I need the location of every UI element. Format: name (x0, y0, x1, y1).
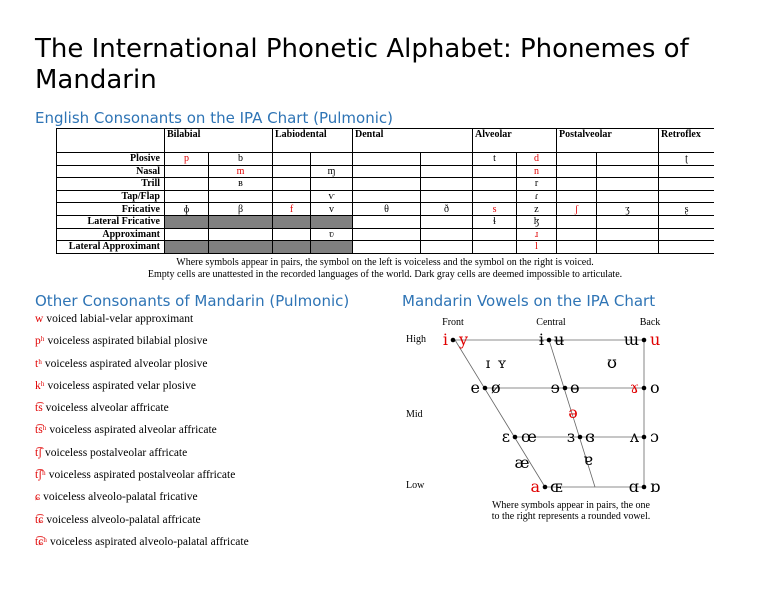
vowel-barred-i: ɨ (538, 330, 544, 349)
consonant-cell: ð (421, 203, 473, 216)
consonant-cell (659, 215, 714, 228)
vowel-dot (642, 338, 647, 343)
consonant-symbol: t͡sʰ (35, 424, 47, 437)
consonant-cell (597, 228, 659, 241)
consonant-cell (421, 178, 473, 191)
table-row (57, 228, 715, 241)
table-caption-line2: Empty cells are unattested in the recorded languages of the world. Dark gray cells are deemed impossible to articulate. (147, 269, 623, 280)
list-item (35, 401, 249, 423)
consonant-cell (209, 228, 273, 241)
height-label-high: High (406, 334, 426, 345)
list-item (35, 490, 249, 512)
consonant-cell (353, 241, 421, 254)
height-label-mid: Mid (406, 409, 423, 420)
table-corner (57, 129, 165, 153)
list-item (35, 379, 249, 401)
table-row (57, 215, 715, 228)
vowel-dot (642, 485, 647, 490)
consonant-cell (659, 190, 714, 203)
vowel-ash: æ (514, 453, 530, 472)
column-header: Alveolar (473, 129, 557, 153)
vowel-turned-v: ʌ (629, 427, 639, 446)
vowel-script-a: ɑ (628, 477, 639, 496)
consonant-cell (597, 153, 659, 166)
consonant-cell: β (209, 203, 273, 216)
consonant-symbol: t͡s (35, 402, 43, 415)
column-header: Dental (353, 129, 473, 153)
vowel-dot (642, 435, 647, 440)
row-header: Fricative (57, 203, 165, 216)
consonant-cell (273, 241, 311, 254)
consonant-cell (165, 241, 209, 254)
consonant-cell (209, 241, 273, 254)
vowel-dot (543, 485, 548, 490)
consonant-cell (273, 190, 311, 203)
consonant-cell (353, 153, 421, 166)
consonant-cell (557, 178, 597, 191)
vowel-dot (642, 386, 647, 391)
consonant-cell (165, 165, 209, 178)
consonant-cell (273, 165, 311, 178)
row-header: Trill (57, 178, 165, 191)
table-row (57, 153, 715, 166)
consonant-cell (421, 190, 473, 203)
other-consonants-list (35, 312, 249, 557)
consonant-cell (353, 178, 421, 191)
consonant-cell: ɬ (473, 215, 517, 228)
consonant-cell (597, 165, 659, 178)
consonant-cell: p (165, 153, 209, 166)
consonant-cell (557, 153, 597, 166)
table-row (57, 241, 715, 254)
vowel-small-cap-oe: ɶ (550, 477, 563, 496)
consonant-symbol: kʰ (35, 379, 45, 392)
vowel-open-o: ɔ (650, 427, 659, 446)
consonant-cell: d (517, 153, 557, 166)
vowel-barred-o: ɵ (570, 378, 580, 397)
consonant-cell: b (209, 153, 273, 166)
consonant-cell (557, 165, 597, 178)
column-label-back: Back (639, 317, 661, 328)
other-consonants-heading: Other Consonants of Mandarin (Pulmonic) (35, 292, 350, 310)
vowel-o-slash: ø (491, 378, 501, 397)
vowel-oe: œ (521, 427, 537, 446)
consonant-cell: m (209, 165, 273, 178)
column-label-front: Front (442, 317, 464, 328)
list-item (35, 535, 249, 557)
consonant-cell: v (311, 203, 353, 216)
consonant-table-wrapper (56, 128, 714, 254)
consonant-symbol: t͡ʃ (35, 446, 43, 459)
consonant-cell (273, 153, 311, 166)
row-header: Lateral Approximant (57, 241, 165, 254)
column-header: Bilabial (165, 129, 273, 153)
consonant-cell (557, 241, 597, 254)
vowel-e: e (470, 378, 480, 397)
vowel-a: a (530, 477, 540, 496)
consonant-cell (473, 178, 517, 191)
consonant-cell: s (473, 203, 517, 216)
vowel-dot (547, 338, 552, 343)
vowel-u: u (650, 330, 661, 349)
vowel-dot (483, 386, 488, 391)
vowel-chart (398, 310, 678, 540)
vowel-epsilon: ɛ (501, 427, 510, 446)
consonant-table (56, 128, 714, 254)
consonant-symbol: t͡ʃʰ (35, 469, 46, 482)
consonant-cell (597, 241, 659, 254)
consonant-description: voiced labial-velar approximant (46, 313, 194, 325)
consonant-cell (165, 228, 209, 241)
vowel-dot (513, 435, 518, 440)
vowel-dot (578, 435, 583, 440)
consonant-cell: ɹ (517, 228, 557, 241)
consonant-cell: n (517, 165, 557, 178)
vowel-caption-line1: Where symbols appear in pairs, the one (491, 500, 651, 511)
consonant-cell: f (273, 203, 311, 216)
consonant-description: voiceless aspirated alveolar plosive (44, 357, 208, 370)
vowel-small-cap-i: ɪ (485, 356, 491, 372)
consonant-symbol: t͡ɕ (35, 513, 44, 526)
vowel-small-cap-y: ʏ (497, 356, 507, 372)
column-header: Postalveolar (557, 129, 659, 153)
consonant-cell (353, 228, 421, 241)
consonant-cell: ʒ (597, 203, 659, 216)
consonant-cell (659, 165, 714, 178)
consonant-cell (557, 190, 597, 203)
table-row (57, 165, 715, 178)
consonant-symbol: pʰ (35, 335, 45, 348)
vowel-turned-script-a: ɒ (650, 477, 661, 496)
consonant-cell: l (517, 241, 557, 254)
consonant-description: voiceless alveolar affricate (45, 402, 169, 415)
consonant-description: voiceless aspirated alveolo-palatal affricate (50, 535, 249, 548)
consonant-cell: ɸ (165, 203, 209, 216)
column-label-central: Central (536, 317, 566, 328)
vowel-reversed-epsilon: ɜ (566, 427, 575, 446)
list-item (35, 357, 249, 379)
consonant-cell: ʈ (659, 153, 714, 166)
table-row (57, 203, 715, 216)
row-header: Tap/Flap (57, 190, 165, 203)
vowel-dot (451, 338, 456, 343)
consonant-description: voiceless aspirated bilabial plosive (47, 335, 208, 348)
consonant-cell (473, 165, 517, 178)
consonant-cell (421, 228, 473, 241)
consonant-cell (353, 215, 421, 228)
vowel-closed-reversed-epsilon: ɞ (585, 427, 595, 446)
consonant-cell (353, 165, 421, 178)
list-item (35, 423, 249, 445)
vowel-schwa: ə (568, 403, 578, 422)
vowel-i: i (442, 330, 448, 349)
consonant-cell: ɮ (517, 215, 557, 228)
list-item (35, 468, 249, 490)
consonant-cell (421, 215, 473, 228)
consonant-cell (421, 153, 473, 166)
consonant-cell: ʋ (311, 228, 353, 241)
vowel-y: y (459, 330, 469, 349)
consonant-cell (311, 215, 353, 228)
table-caption-line1: Where symbols appear in pairs, the symbol on the left is voiceless and the symbol on the right is voiced. (176, 257, 594, 268)
row-header: Plosive (57, 153, 165, 166)
consonant-cell (273, 178, 311, 191)
consonant-cell (659, 241, 714, 254)
list-item (35, 334, 249, 356)
consonant-description: voiceless postalveolar affricate (45, 446, 188, 459)
consonant-symbol: ɕ (35, 491, 41, 504)
table-row (57, 178, 715, 191)
consonant-cell: r (517, 178, 557, 191)
consonants-heading: English Consonants on the IPA Chart (Pulmonic) (35, 109, 393, 127)
consonant-cell (353, 190, 421, 203)
vowel-barred-u: ʉ (554, 330, 565, 349)
consonant-cell (421, 165, 473, 178)
consonant-cell (473, 228, 517, 241)
column-header: Labiodental (273, 129, 353, 153)
vowel-dot (563, 386, 568, 391)
list-item (35, 446, 249, 468)
consonant-cell (659, 178, 714, 191)
consonant-cell (209, 215, 273, 228)
list-item (35, 312, 249, 334)
vowel-turned-a: ɐ (583, 450, 593, 469)
list-item (35, 513, 249, 535)
consonant-cell (659, 228, 714, 241)
consonant-cell: z (517, 203, 557, 216)
consonant-cell (421, 241, 473, 254)
page-title: The International Phonetic Alphabet: Phonemes of Mandarin (35, 34, 689, 95)
consonant-cell (311, 153, 353, 166)
column-header: Retroflex (659, 129, 714, 153)
consonant-cell (597, 190, 659, 203)
consonant-cell (557, 228, 597, 241)
consonant-cell (311, 178, 353, 191)
consonant-cell (597, 215, 659, 228)
consonant-description: voiceless aspirated postalveolar affricate (48, 469, 236, 482)
vowel-caption-line2: to the right represents a rounded vowel. (491, 511, 651, 522)
consonant-description: voiceless aspirated velar plosive (47, 379, 196, 392)
consonant-cell (273, 215, 311, 228)
vowel-ram-horn: ɤ (629, 378, 639, 397)
consonant-cell: ɱ (311, 165, 353, 178)
consonant-cell: ⱱ (311, 190, 353, 203)
consonant-symbol: tʰ (35, 357, 42, 370)
consonant-cell (165, 178, 209, 191)
consonant-cell (473, 241, 517, 254)
consonant-symbol: w (35, 313, 44, 325)
row-header: Lateral Fricative (57, 215, 165, 228)
consonant-cell: ʃ (557, 203, 597, 216)
row-header: Approximant (57, 228, 165, 241)
vowels-heading: Mandarin Vowels on the IPA Chart (402, 292, 656, 310)
table-row (57, 190, 715, 203)
consonant-cell (473, 190, 517, 203)
vowel-reversed-e: ɘ (550, 378, 560, 397)
consonant-cell (273, 228, 311, 241)
consonant-description: voiceless alveolo-palatal fricative (43, 491, 198, 504)
consonant-description: voiceless aspirated alveolar affricate (49, 424, 217, 437)
consonant-cell: ʙ (209, 178, 273, 191)
consonant-cell: ɾ (517, 190, 557, 203)
consonant-cell (209, 190, 273, 203)
consonant-cell (557, 215, 597, 228)
consonant-cell (597, 178, 659, 191)
consonant-cell: ʂ (659, 203, 714, 216)
vowel-turned-m: ɯ (623, 330, 639, 349)
consonant-cell: θ (353, 203, 421, 216)
consonant-cell (165, 190, 209, 203)
consonant-cell (311, 241, 353, 254)
row-header: Nasal (57, 165, 165, 178)
consonant-cell (165, 215, 209, 228)
consonant-description: voiceless alveolo-palatal affricate (46, 513, 201, 526)
consonant-symbol: t͡ɕʰ (35, 535, 47, 548)
consonant-cell: t (473, 153, 517, 166)
height-label-low: Low (406, 480, 425, 491)
vowel-upsilon: ʊ (607, 353, 617, 372)
vowel-o: o (650, 378, 660, 397)
